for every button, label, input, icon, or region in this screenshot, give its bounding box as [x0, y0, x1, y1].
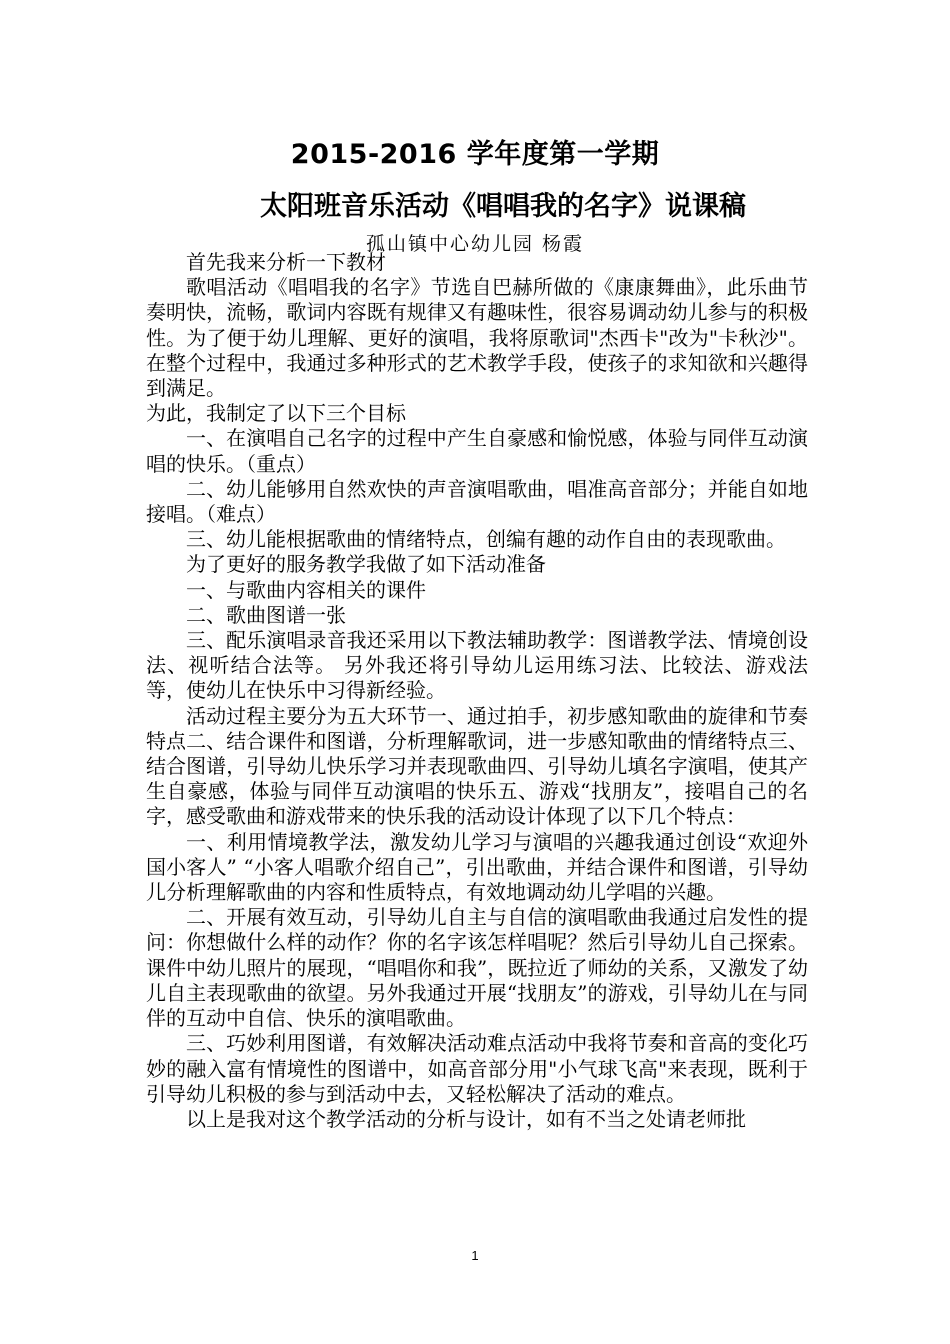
- paragraph-prep-3: 三、配乐演唱录音我还采用以下教法辅助教学：图谱教学法、情境创设法、视听结合法等。 另外我还将引导幼儿运用练习法、比较法、游戏法等，使幼儿在快乐中习得新经验。: [146, 628, 808, 703]
- paragraph-feature-2: 二、开展有效互动，引导幼儿自主与自信的演唱歌曲我通过启发性的提问：你想做什么样的动作？你的名字该怎样唱呢？然后引导幼儿自己探索。课件中幼儿照片的展现，“唱唱你和我”，既拉近了师幼的关系，又激发了幼儿自主表现歌曲的欲望。另外我通过开展“找朋友”的游戏，引导幼儿在与同伴的互动中自信、快乐的演唱歌曲。: [146, 905, 808, 1031]
- paragraph-closing: 以上是我对这个教学活动的分析与设计，如有不当之处请老师批: [186, 1106, 746, 1131]
- paragraph-material: 歌唱活动《唱唱我的名字》节选自巴赫所做的《康康舞曲》，此乐曲节奏明快，流畅，歌词内容既有规律又有趣味性，很容易调动幼儿参与的积极性。为了便于幼儿理解、更好的演唱，我将原歌词"杰西卡"改为"卡秋沙"。在整个过程中，我通过多种形式的艺术教学手段，使孩子的求知欲和兴趣得到满足。: [146, 275, 808, 401]
- paragraph-goal-1: 一、在演唱自己名字的过程中产生自豪感和愉悦感，体验与同伴互动演唱的快乐。（重点）: [146, 426, 808, 476]
- paragraph-goal-2: 二、幼儿能够用自然欢快的声音演唱歌曲，唱准高音部分；并能自如地接唱。（难点）: [146, 476, 808, 527]
- document-title-term: 2015-2016 学年度第一学期: [290, 139, 660, 170]
- paragraph-feature-3: 三、巧妙利用图谱，有效解决活动难点活动中我将节奏和音高的变化巧妙的融入富有情境性的图谱中，如高音部分用"小气球飞高"来表现，既利于引导幼儿积极的参与到活动中去，又轻松解决了活动的难点。: [146, 1031, 808, 1106]
- author-line: 孤山镇中心幼儿园 杨霞: [365, 233, 585, 255]
- paragraph-process: 活动过程主要分为五大环节一、通过拍手，初步感知歌曲的旋律和节奏特点二、结合课件和图谱，分析理解歌词，进一步感知歌曲的情绪特点三、结合图谱，引导幼儿快乐学习并表现歌曲四、引导幼儿填名字演唱，使其产生自豪感，体验与同伴互动演唱的快乐五、游戏“找朋友”，接唱自己的名字，感受歌曲和游戏带来的快乐我的活动设计体现了以下几个特点：: [146, 703, 808, 829]
- paragraph-prep-1: 一、与歌曲内容相关的课件: [186, 577, 426, 602]
- paragraph-goals-heading: 为此，我制定了以下三个目标: [146, 401, 406, 426]
- document-body: [146, 250, 808, 1132]
- paragraph-goal-3: 三、幼儿能根据歌曲的情绪特点，创编有趣的动作自由的表现歌曲。: [186, 527, 786, 552]
- paragraph-prep-2: 二、歌曲图谱一张: [186, 602, 346, 627]
- paragraph-feature-1: 一、利用情境教学法，激发幼儿学习与演唱的兴趣我通过创设“欢迎外国小客人” “小客人唱歌介绍自己”，引出歌曲，并结合课件和图谱，引导幼儿分析理解歌曲的内容和性质特点，有效地调动幼儿学唱的兴趣。: [146, 829, 808, 905]
- paragraph-intro: 首先我来分析一下教材: [186, 250, 386, 274]
- document-title-main: 太阳班音乐活动《唱唱我的名字》说课稿: [260, 191, 746, 222]
- paragraph-prep-heading: 为了更好的服务教学我做了如下活动准备: [186, 552, 546, 577]
- page-number: 1: [471, 1248, 479, 1263]
